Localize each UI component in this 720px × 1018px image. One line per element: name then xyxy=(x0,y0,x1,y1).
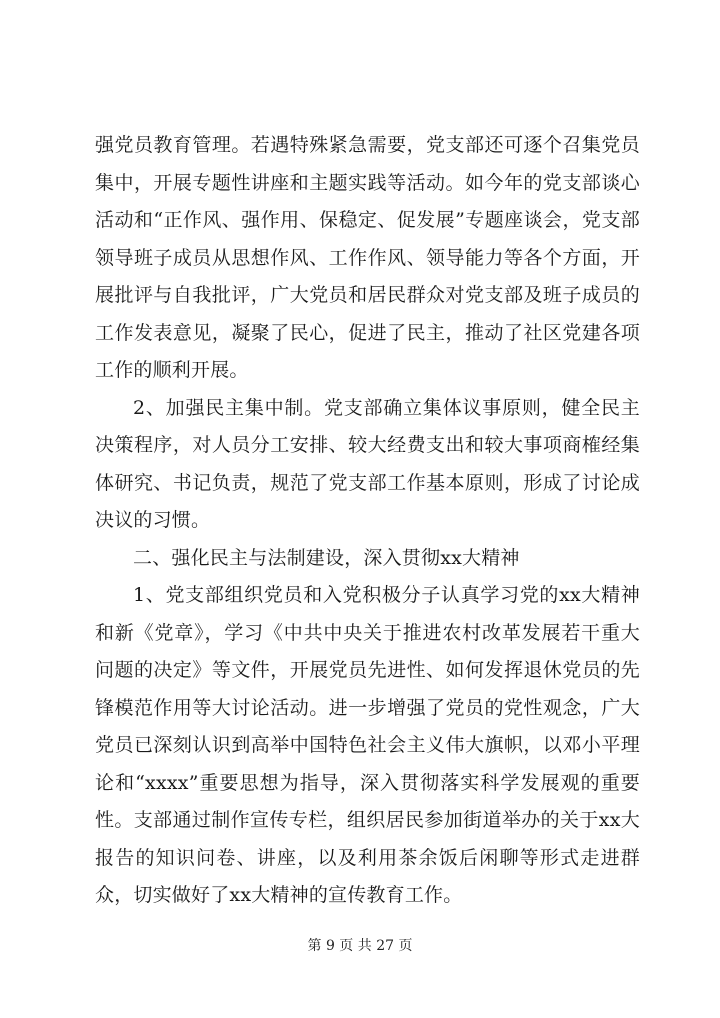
paragraph-study-activities: 1、党支部组织党员和入党积极分子认真学习党的xx大精神和新《党章》，学习《中共中央关于推进农村改革发展若干重大问题的决定》等文件，开展党员先进性、如何发挥退休党员的先锋模范作用等大讨论活动。进一步增强了党员的党性观念，广大党员已深刻认识到高举中国特色社会主义伟大旗帜，以邓小平理论和“xxxx”重要思想为指导，深入贯彻落实科学发展观的重要性。支部通过制作宣传专栏，组织居民参加街道举办的关于xx大报告的知识问卷、讲座，以及利用茶余饭后闲聊等形式走进群众，切实做好了xx大精神的宣传教育工作。 xyxy=(95,584,640,906)
document-body xyxy=(95,127,640,915)
section-heading-two: 二、强化民主与法制建设，深入贯彻xx大精神 xyxy=(133,546,520,569)
paragraph-democratic-centralism: 2、加强民主集中制。党支部确立集体议事原则，健全民主决策程序，对人员分工安排、较大经费支出和较大事项商榷经集体研究、书记负责，规范了党支部工作基本原则，形成了讨论成决议的习惯。 xyxy=(95,396,640,531)
page-number-footer: 第 9 页 共 27 页 xyxy=(307,938,413,954)
paragraph-continuation: 强党员教育管理。若遇特殊紧急需要，党支部还可逐个召集党员集中，开展专题性讲座和主题实践等活动。如今年的党支部谈心活动和“正作风、强作用、保稳定、促发展”专题座谈会，党支部领导班子成员从思想作风、工作作风、领导能力等各个方面，开展批评与自我批评，广大党员和居民群众对党支部及班子成员的工作发表意见，凝聚了民心，促进了民主，推动了社区党建各项工作的顺利开展。 xyxy=(95,134,640,381)
